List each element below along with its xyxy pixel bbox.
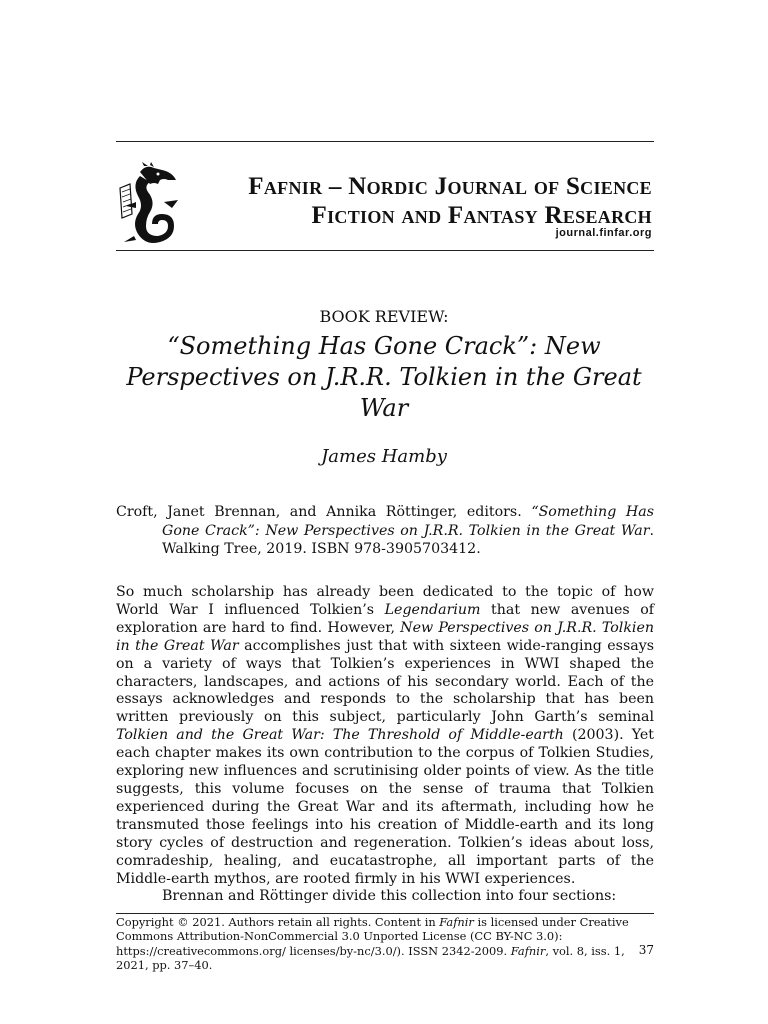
body-italic-run: Tolkien and the Great War: The Threshold of Middle-earth — [116, 727, 564, 744]
footer-journal-name: Fafnir — [439, 915, 474, 929]
footer-text-run: Copyright © 2021. Authors retain all rights. Content in — [116, 915, 440, 929]
header-bottom-rule — [116, 250, 654, 251]
review-body — [116, 584, 654, 906]
journal-title: Fafnir – Nordic Journal of Science Fiction and Fantasy Research — [248, 173, 652, 229]
journal-url[interactable]: journal.finfar.org — [555, 227, 652, 239]
body-text-run: So much scholarship has already been dedicated to the topic of how World War I influenced Tolkien’s — [116, 584, 654, 618]
citation-editors: Croft, Janet Brennan, and Annika Röttinger, editors. — [116, 504, 532, 520]
copyright-footer — [116, 915, 654, 972]
body-italic-run: New Perspectives on J.R.R. Tolkien in the Great War — [116, 619, 654, 654]
footer-text-run: , vol. 8, iss. 1, 2021, pp. 37–40. — [116, 943, 625, 972]
footer-rule — [116, 913, 654, 914]
body-paragraph-1 — [116, 584, 654, 888]
page-number: 37 — [638, 943, 654, 957]
journal-masthead — [116, 158, 654, 246]
body-text-run: (2003). Yet each chapter makes its own contribution to the corpus of Tolkien Studies, exploring new influences and scrutinising older points of view. As the title suggests, this volume focuses on the sense of trauma that Tolkien experienced during the Great War and its aftermath, including how he transmuted those feelings into his creation of Middle-earth and its long story cycles of destruction and regeneration. Tolkien’s ideas about loss, comradeship, healing, and eucatastrophe, all important parts of the Middle-earth mythos, are rooted firmly in his WWI experiences. — [116, 727, 655, 887]
footer-journal-name: Fafnir — [510, 943, 546, 958]
author-name: James Hamby — [321, 446, 447, 467]
body-text-run: that new avenues of exploration are hard to find. However, — [116, 601, 654, 636]
dragon-book-logo-icon — [118, 162, 180, 246]
body-italic-run: Legendarium — [384, 601, 481, 618]
citation-publisher: . Walking Tree, 2019. ISBN 978-3905703412. — [162, 522, 654, 557]
article-title: “Something Has Gone Crack”: New Perspectives on J.R.R. Tolkien in the Great War — [126, 332, 642, 422]
header-top-rule — [116, 141, 654, 142]
body-text-run: accomplishes just that with sixteen wide-ranging essays on a variety of ways that Tolkien’s experiences in WWI shaped the characters, landscapes, and actions of his secondary world. Each of the essays acknowledges and responds to the scholarship that has been written previously on this subject, particularly John Garth’s seminal — [116, 637, 654, 726]
body-paragraph-2: Brennan and Röttinger divide this collection into four sections: — [162, 888, 617, 905]
book-citation — [116, 503, 654, 559]
footer-text-run: is licensed under Creative Commons Attribution-NonCommercial 3.0 Unported License (CC BY-NC 3.0): https://creativecommons.org/ licenses/by-nc/3.0/). ISSN 2342-2009. — [116, 915, 629, 958]
review-label: BOOK REVIEW: — [319, 307, 449, 326]
citation-book-title: “Something Has Gone Crack”: New Perspectives on J.R.R. Tolkien in the Great War — [162, 504, 654, 539]
